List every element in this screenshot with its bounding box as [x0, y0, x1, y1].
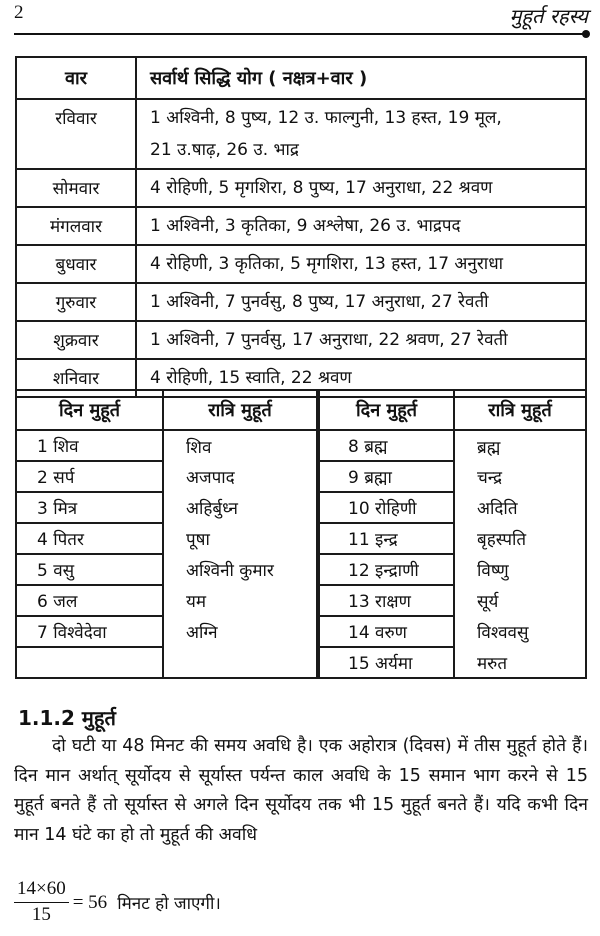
day-muhurta-cell: 13 राक्षण [319, 585, 454, 616]
table-row [319, 585, 586, 616]
muhurta-table-left [15, 389, 318, 679]
day-cell: रविवार [16, 99, 136, 169]
night-muhurta-cell: अदिति [454, 492, 586, 523]
table-header-row [16, 390, 317, 430]
table-header-row [319, 390, 586, 430]
column-header-yoga: सर्वार्थ सिद्धि योग ( नक्षत्र+वार ) [136, 57, 586, 99]
nakshatra-cell [136, 321, 586, 359]
nakshatra-line: 1 अश्विनी, 8 पुष्य, 12 उ. फाल्गुनी, 13 हस्त, 19 मूल, [150, 108, 502, 128]
night-muhurta-cell: अश्विनी कुमार [163, 554, 317, 585]
table-row [16, 169, 586, 207]
formula-tail-text: मिनट हो जाएगी। [117, 894, 221, 914]
day-cell: बुधवार [16, 245, 136, 283]
night-muhurta-cell: चन्द्र [454, 461, 586, 492]
day-muhurta-cell: 2 सर्प [16, 461, 163, 492]
sarvartha-siddhi-yoga-table [15, 56, 587, 398]
night-muhurta-cell: पूषा [163, 523, 317, 554]
day-muhurta-cell [16, 647, 163, 678]
fraction [14, 878, 69, 927]
night-muhurta-cell: शिव [163, 430, 317, 461]
day-muhurta-cell: 10 रोहिणी [319, 492, 454, 523]
table-row [319, 647, 586, 678]
night-muhurta-cell: अहिर्बुध्न [163, 492, 317, 523]
nakshatra-cell [136, 283, 586, 321]
nakshatra-line: 1 अश्विनी, 7 पुनर्वसु, 8 पुष्य, 17 अनुराधा, 27 रेवती [150, 292, 489, 312]
table-row [16, 616, 317, 647]
day-muhurta-cell: 14 वरुण [319, 616, 454, 647]
table-row [319, 616, 586, 647]
night-muhurta-cell [163, 647, 317, 678]
table-row [319, 461, 586, 492]
fraction-denominator: 15 [31, 904, 51, 925]
table-row [319, 554, 586, 585]
header-rule [14, 33, 588, 35]
day-muhurta-cell: 4 पितर [16, 523, 163, 554]
running-title: मुहूर्त रहस्य [509, 4, 588, 28]
nakshatra-cell [136, 99, 586, 169]
day-muhurta-cell: 5 वसु [16, 554, 163, 585]
day-muhurta-cell: 12 इन्द्राणी [319, 554, 454, 585]
formula [14, 878, 221, 927]
day-muhurta-cell: 9 ब्रह्मा [319, 461, 454, 492]
day-cell: गुरुवार [16, 283, 136, 321]
table-row [16, 461, 317, 492]
table-row [16, 430, 317, 461]
day-cell: शनिवार [16, 359, 136, 397]
day-cell: सोमवार [16, 169, 136, 207]
table-row [319, 492, 586, 523]
table-row [16, 647, 317, 678]
day-muhurta-cell: 15 अर्यमा [319, 647, 454, 678]
day-muhurta-cell: 8 ब्रह्म [319, 430, 454, 461]
nakshatra-cell [136, 169, 586, 207]
formula-result: = 56 [72, 891, 108, 913]
day-muhurta-cell: 6 जल [16, 585, 163, 616]
night-muhurta-cell: मरुत [454, 647, 586, 678]
table-row [16, 554, 317, 585]
table-row [16, 283, 586, 321]
table-row [319, 523, 586, 554]
night-muhurta-cell: सूर्य [454, 585, 586, 616]
day-muhurta-cell: 1 शिव [16, 430, 163, 461]
day-muhurta-cell: 3 मित्र [16, 492, 163, 523]
table-row [16, 585, 317, 616]
nakshatra-cell [136, 207, 586, 245]
fraction-numerator: 14×60 [14, 878, 69, 903]
night-muhurta-cell: यम [163, 585, 317, 616]
table-row [16, 321, 586, 359]
table-row [16, 245, 586, 283]
day-cell: मंगलवार [16, 207, 136, 245]
nakshatra-line: 4 रोहिणी, 15 स्वाति, 22 श्रवण [150, 368, 352, 388]
table-header-row [16, 57, 586, 99]
night-muhurta-cell: अग्नि [163, 616, 317, 647]
table-row [16, 523, 317, 554]
column-header-day: वार [16, 57, 136, 99]
column-header-night-muhurta: रात्रि मुहूर्त [454, 390, 586, 430]
column-header-day-muhurta: दिन मुहूर्त [16, 390, 163, 430]
table-row [16, 207, 586, 245]
column-header-day-muhurta: दिन मुहूर्त [319, 390, 454, 430]
nakshatra-line: 1 अश्विनी, 7 पुनर्वसु, 17 अनुराधा, 22 श्रवण, 27 रेवती [150, 330, 508, 350]
page-number: 2 [14, 2, 24, 23]
night-muhurta-cell: बृहस्पति [454, 523, 586, 554]
night-muhurta-cell: विश्ववसु [454, 616, 586, 647]
night-muhurta-cell: ब्रह्म [454, 430, 586, 461]
nakshatra-line: 4 रोहिणी, 5 मृगशिरा, 8 पुष्य, 17 अनुराधा, 22 श्रवण [150, 178, 493, 198]
night-muhurta-cell: अजपाद [163, 461, 317, 492]
table-row [16, 99, 586, 169]
nakshatra-line: 4 रोहिणी, 3 कृतिका, 5 मृगशिरा, 13 हस्त, 17 अनुराधा [150, 254, 504, 274]
section-heading: 1.1.2 मुहूर्त [18, 706, 116, 730]
nakshatra-line: 21 उ.षाढ़, 26 उ. भाद्र [150, 140, 299, 160]
day-muhurta-cell: 7 विश्वेदेवा [16, 616, 163, 647]
body-paragraph: दो घटी या 48 मिनट की समय अवधि है। एक अहोरात्र (दिवस) में तीस मुहूर्त होते हैं। दिन मान अर्थात् सूर्योदय से सूर्यास्त पर्यन्त काल अवधि के 15 समान भाग करने से 15 मुहूर्त बनते हैं तो सूर्यास्त से अगले दिन सूर्योदय तक भी 15 मुहूर्त बनते हैं। यदि कभी दिन मान 14 घंटे का हो तो मुहूर्त की अवधि [14, 736, 588, 845]
muhurta-table-right [318, 389, 587, 679]
nakshatra-cell [136, 245, 586, 283]
day-cell: शुक्रवार [16, 321, 136, 359]
table-row [16, 492, 317, 523]
night-muhurta-cell: विष्णु [454, 554, 586, 585]
day-muhurta-cell: 11 इन्द्र [319, 523, 454, 554]
header-rule-dot [582, 30, 590, 38]
table-row [319, 430, 586, 461]
nakshatra-line: 1 अश्विनी, 3 कृतिका, 9 अश्लेषा, 26 उ. भाद्रपद [150, 216, 461, 236]
column-header-night-muhurta: रात्रि मुहूर्त [163, 390, 317, 430]
